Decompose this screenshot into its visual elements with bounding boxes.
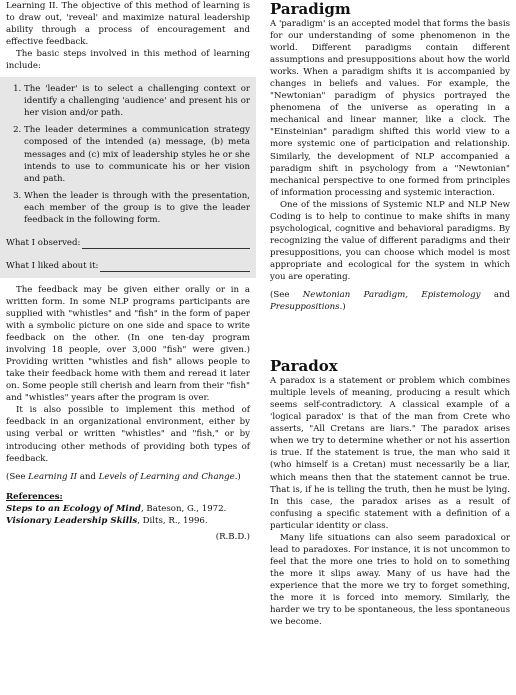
paradigm-paragraph: A 'paradigm' is an accepted model that forms the basis for our understanding of some phenomenon in the world. Different paradigms contain different assumptions and presuppositions about how the world works. When a paradigm shifts it is accompanied by changes in beliefs and values. For example, the "Newtonian" paradigm of physics portrayed the phenomena of the universe as operating in a mechanical and linear manner, like a clock. The "Einsteinian" paradigm shifted this world view to a more systemic one of participation and relationship. Similarly, the development of NLP accompanied a paradigm shift in psychology from a "Newtonian" mechanical perspective to one formed from principles of information processing and systemic interaction. — [270, 19, 510, 198]
steps-box — [0, 77, 256, 278]
see-link-levels-of-learning[interactable]: Levels of Learning and Change — [98, 471, 235, 482]
organization-paragraph: It is also possible to implement this method of feedback in an organizational environment, either by using verbal or written "whistles" and "fish," or by introducing other methods of providing both types of feedback. — [6, 405, 250, 464]
references-heading: References: — [6, 491, 63, 502]
see-link-learning-ii[interactable]: Learning II — [28, 471, 78, 482]
see-also-left — [6, 471, 250, 483]
reference-item — [6, 503, 250, 515]
liked-blank — [100, 261, 250, 272]
feedback-paragraph: The feedback may be given either orally or in a written form. In some NLP programs participants are supplied with "whistles" and "fish" in the form of paper with a symbolic picture on one side and space to write feedback on the other. (In one ten-day program involving 18 people, over 3,000 "fish" were given.) Providing written "whistles and fish" allows people to take their feedback home with them and reread it later on. Some people still cherish and learn from their "fish" and "whistles" years after the program is over. — [6, 284, 250, 404]
author-initials: (R.B.D.) — [215, 531, 250, 542]
observed-label: What I observed: — [6, 237, 81, 248]
steps-list — [6, 83, 250, 226]
see-suffix: .) — [234, 471, 241, 482]
paradox-paragraph: A paradox is a statement or problem which combines multiple levels of meaning, producing a result which seems self-contradictory. A classical example of a 'logical paradox' is that of the man from Crete who asserts, "All Cretans are liars." The paradox arises when we try to determine whether or not his assertion is true. If the statement is true, the man who said it (who himself is a Cretan) must necessarily be a liar, which means then that the statement cannot be true. That is, if he is telling the truth, then he must be lying. In this case, the paradox arises as a result of confusing a specific statement with a definition of a particular identity or class. — [270, 376, 510, 531]
intro-paragraph: Learning II. The objective of this method of learning is to draw out, 'reveal' and maximize natural leadership ability through a process of encouragement and effective feedback. — [6, 1, 250, 48]
see-also-right — [270, 289, 510, 313]
observed-line — [6, 237, 250, 249]
observed-blank — [82, 238, 250, 249]
see-suffix: .) — [339, 302, 346, 313]
see-prefix: (See — [6, 471, 29, 482]
reference-title: Visionary Leadership Skills — [6, 515, 138, 526]
reference-title: Steps to an Ecology of Mind — [6, 503, 141, 514]
reference-details: , Dilts, R., 1996. — [137, 515, 208, 526]
reference-details: , Bateson, G., 1972. — [140, 503, 227, 514]
step-item: 3. When the leader is through with the presentation, each member of the group is to give the leader feedback in the following form. — [24, 190, 250, 226]
see-link-newtonian-epistemology[interactable]: Newtonian Paradigm, Epistemology — [302, 290, 481, 301]
reference-item — [6, 515, 250, 527]
heading-paradigm: Paradigm — [270, 0, 351, 18]
step-item: 2. The leader determines a communication strategy composed of the intended (a) message, (b) meta messages and (c) mix of leadership styles he or she intends to use to communicate his or her vision and path. — [24, 124, 250, 184]
paradigm-missions-paragraph: One of the missions of Systemic NLP and NLP New Coding is to help to continue to make shifts in many psychological, cognitive and behavioral paradigms. By recognizing the value of different paradigms and their presuppositions, you can choose which model is most appropriate and ecological for the system in which you are operating. — [270, 199, 510, 282]
steps-intro: The basic steps involved in this method of learning include: — [6, 49, 250, 72]
see-prefix: (See — [270, 290, 303, 301]
see-and: and — [480, 290, 510, 301]
left-column — [6, 0, 250, 543]
step-item: 1. The 'leader' is to select a challenging context or identify a challenging 'audience' and present his or her vision and/or path. — [24, 83, 250, 119]
liked-label: What I liked about it: — [6, 260, 99, 271]
heading-paradox: Paradox — [270, 357, 338, 376]
paradox-life-paragraph: Many life situations can also seem paradoxical or lead to paradoxes. For instance, it is not uncommon to feel that the more one tries to hold on to something the more it slips away. Many of us have had the experience that the more we try to forget something, the more it is forced into memory. Similarly, the harder we try to be spontaneous, the less spontaneous we become. — [270, 532, 510, 628]
right-column — [270, 0, 510, 628]
liked-line — [6, 260, 250, 272]
see-link-presuppositions[interactable]: Presuppositions — [270, 302, 340, 313]
see-and: and — [77, 471, 99, 482]
